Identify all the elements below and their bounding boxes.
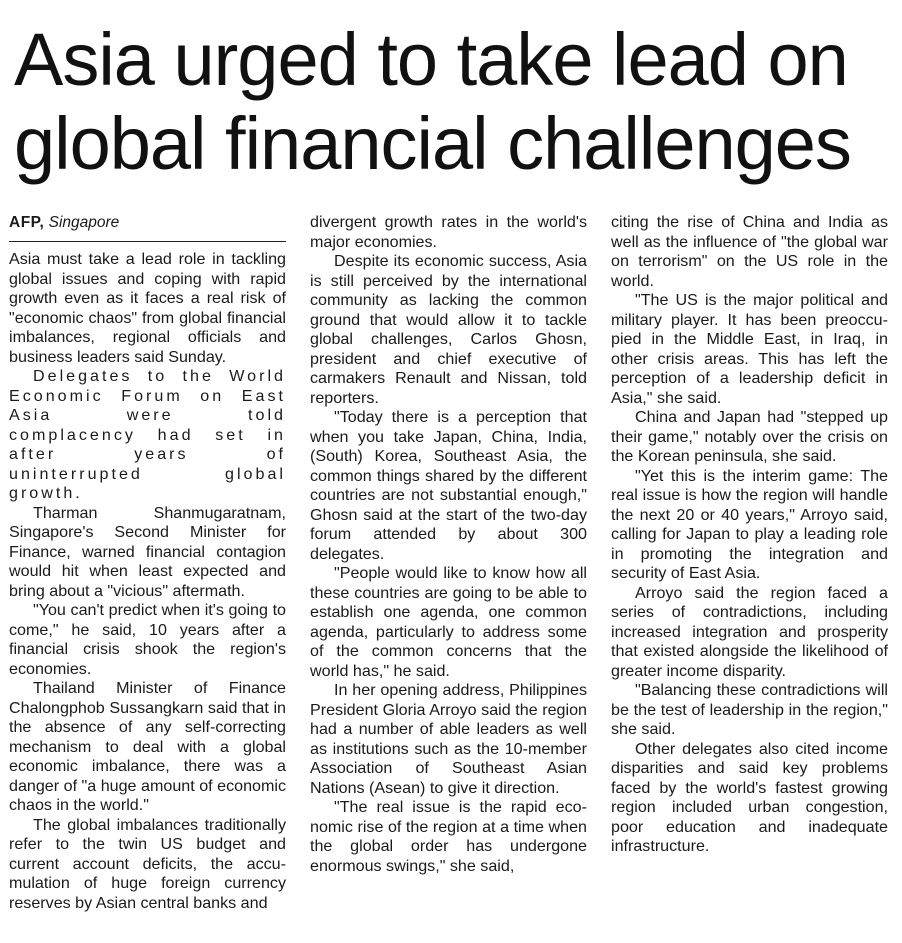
article-column-3 [611, 213, 888, 857]
article-column-1 [9, 213, 286, 913]
article-column-2 [310, 213, 587, 876]
article-paragraph: "People would like to know how all these countries are going to be able to establish one agenda, one common agenda, particularly to address some of the common concerns that the world has," he said. [310, 564, 587, 680]
headline-line-2: global financial challenges [14, 102, 851, 185]
article-paragraph: "The US is the major political and military player. It has been preoccupied in the Middle East, in Iraq, in other crisis areas. This has left the perception of a leadership deficit in Asia," she said. [611, 291, 888, 407]
article-paragraph: "The real issue is the rapid economic rise of the region at a time when the global order has undergone enormous swings," she said, [310, 798, 587, 875]
headline [14, 18, 894, 186]
article-paragraph: "Today there is a perception that when you take Japan, China, India, (South) Korea, Southeast Asia, the common things shared by the different countries are not substantial enough," Ghosn said at the start of the two-day forum attended by about 300 delegates. [310, 408, 587, 563]
article-paragraph: divergent growth rates in the world's major economies. [310, 213, 587, 251]
byline-agency: AFP, [9, 214, 45, 231]
article-paragraph: Despite its economic success, Asia is still perceived by the international community as lacking the common ground that would allow it to tackle global challenges, Carlos Ghosn, president and chief executive of carmakers Renault and Nissan, told reporters. [310, 252, 587, 407]
article-paragraph: Thailand Minister of Finance Chalongphob Sussangkarn said that in the absence of any self-correcting mechanism to deal with a global economic imbalance, there was a danger of "a huge amount of economic chaos in the world." [9, 679, 286, 814]
article-paragraph: Asia must take a lead role in tackling global issues and coping with rapid growth even as it faces a real risk of "economic chaos" from global financial imbalances, regional officials and business leaders said Sunday. [9, 250, 286, 366]
article-paragraph: China and Japan had "stepped up their game," notably over the crisis on the Korean peninsula, she said. [611, 408, 888, 465]
byline [9, 213, 286, 242]
byline-location: Singapore [48, 214, 120, 231]
article-paragraph: Other delegates also cited income disparities and said key problems faced by the world's fastest growing region included urban congestion, poor education and inadequate infrastructure. [611, 739, 888, 855]
article-paragraph: Arroyo said the region faced a series of contradictions, including increased integration and prosperity that existed alongside the likelihood of greater income disparity. [611, 583, 888, 680]
article-paragraph: "Balancing these contradictions will be the test of leadership in the region," she said. [611, 681, 888, 738]
article-paragraph: citing the rise of China and India as well as the influence of "the global war on terrorism" on the US role in the world. [611, 213, 888, 290]
article-paragraph: The global imbalances traditionally refer to the twin US budget and current account deficits, the accumulation of huge foreign currency reserves by Asian central banks and [9, 815, 286, 912]
article-paragraph: Tharman Shanmugaratnam, Singapore's Second Minister for Finance, warned financial contagion would hit when least expected and bring about a "vicious" aftermath. [9, 503, 286, 600]
headline-line-1: Asia urged to take lead on [14, 18, 848, 101]
article-paragraph: Delegates to the World Economic Forum on East Asia were told complacency had set in after years of uninterrupted global growth. [9, 367, 286, 502]
article-paragraph: "You can't predict when it's going to come," he said, 10 years after a financial crisis shook the region's economies. [9, 601, 286, 678]
article-paragraph: "Yet this is the interim game: The real issue is how the region will handle the next 20 or 40 years," Arroyo said, calling for Japan to play a leading role in promoting the integration and security of East Asia. [611, 466, 888, 582]
article-paragraph: In her opening address, Philippines President Gloria Arroyo said the region had a number of able leaders as well as institutions such as the 10-member Association of Southeast Asian Nations (Asean) to give it direction. [310, 681, 587, 797]
